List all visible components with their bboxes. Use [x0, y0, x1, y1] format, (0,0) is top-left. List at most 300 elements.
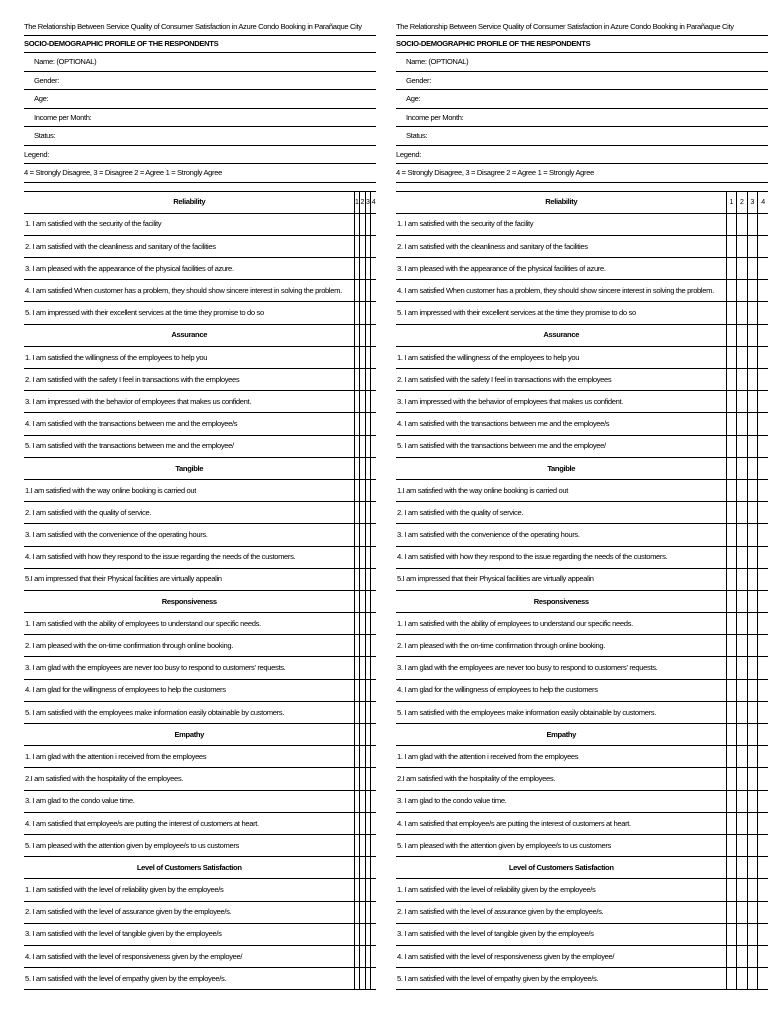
- rating-checkbox[interactable]: [371, 479, 377, 501]
- rating-checkbox[interactable]: [747, 635, 758, 657]
- rating-checkbox[interactable]: [371, 746, 377, 768]
- question-row: [24, 479, 376, 501]
- rating-checkbox[interactable]: [747, 945, 758, 967]
- question-row: [24, 812, 376, 834]
- question-text: 4. I am satisfied that employee/s are putting the interest of customers at heart.: [24, 812, 354, 834]
- survey-form-right: [396, 18, 768, 990]
- question-row: [24, 413, 376, 435]
- rating-checkbox[interactable]: [758, 346, 768, 368]
- rating-checkbox[interactable]: [371, 701, 377, 723]
- rating-checkbox[interactable]: [371, 435, 377, 457]
- rating-checkbox[interactable]: [371, 546, 377, 568]
- section-heading: Responsiveness: [24, 590, 354, 612]
- rating-checkbox[interactable]: [747, 968, 758, 990]
- rating-checkbox[interactable]: [758, 746, 768, 768]
- question-row: [396, 679, 768, 701]
- question-text: 1. I am satisfied with the level of reliability given by the employee/s: [396, 879, 726, 901]
- question-row: [24, 945, 376, 967]
- rating-checkbox[interactable]: [371, 502, 377, 524]
- rating-checkbox[interactable]: [747, 701, 758, 723]
- question-text: 3. I am glad to the condo value time.: [396, 790, 726, 812]
- question-text: 3. I am pleased with the appearance of the physical facilities of azure.: [396, 258, 726, 280]
- question-row: [24, 213, 376, 235]
- question-text: 2. I am satisfied with the safety I feel in transactions with the employees: [396, 369, 726, 391]
- rating-checkbox[interactable]: [758, 901, 768, 923]
- question-row: [396, 235, 768, 257]
- question-row: [396, 280, 768, 302]
- rating-checkbox[interactable]: [747, 746, 758, 768]
- rating-checkbox[interactable]: [371, 413, 377, 435]
- profile-field[interactable]: Gender:: [396, 72, 768, 91]
- scale-cell: [747, 857, 758, 879]
- question-row: [24, 235, 376, 257]
- question-row: [396, 790, 768, 812]
- rating-checkbox[interactable]: [747, 258, 758, 280]
- rating-checkbox[interactable]: [737, 613, 748, 635]
- rating-checkbox[interactable]: [371, 879, 377, 901]
- rating-checkbox[interactable]: [758, 679, 768, 701]
- rating-table: [24, 191, 376, 991]
- rating-checkbox[interactable]: [747, 657, 758, 679]
- scale-label: 1: [354, 191, 360, 213]
- rating-checkbox[interactable]: [371, 945, 377, 967]
- rating-checkbox[interactable]: [747, 879, 758, 901]
- rating-checkbox[interactable]: [737, 546, 748, 568]
- rating-checkbox[interactable]: [726, 790, 737, 812]
- scale-cell: [747, 457, 758, 479]
- question-row: [396, 369, 768, 391]
- question-text: 3. I am satisfied with the level of tangible given by the employee/s: [24, 923, 354, 945]
- rating-checkbox[interactable]: [726, 768, 737, 790]
- question-text: 4. I am glad for the willingness of employees to help the customers: [396, 679, 726, 701]
- form-title: The Relationship Between Service Quality of Consumer Satisfaction in Azure Condo Booking in Parañaque City: [24, 18, 376, 36]
- question-row: [396, 479, 768, 501]
- rating-checkbox[interactable]: [737, 635, 748, 657]
- rating-checkbox[interactable]: [371, 302, 377, 324]
- question-text: 4. I am glad for the willingness of employees to help the customers: [24, 679, 354, 701]
- question-text: 4. I am satisfied When customer has a problem, they should show sincere interest in solving the problem.: [396, 280, 726, 302]
- section-header-row: [396, 590, 768, 612]
- question-row: [24, 524, 376, 546]
- rating-checkbox[interactable]: [737, 879, 748, 901]
- question-text: 4. I am satisfied with the level of responsiveness given by the employee/: [396, 945, 726, 967]
- rating-checkbox[interactable]: [737, 568, 748, 590]
- rating-checkbox[interactable]: [737, 280, 748, 302]
- scale-cell: [726, 857, 737, 879]
- rating-checkbox[interactable]: [758, 391, 768, 413]
- rating-checkbox[interactable]: [726, 701, 737, 723]
- rating-checkbox[interactable]: [758, 879, 768, 901]
- rating-checkbox[interactable]: [758, 812, 768, 834]
- question-row: [24, 613, 376, 635]
- rating-checkbox[interactable]: [737, 524, 748, 546]
- rating-checkbox[interactable]: [726, 524, 737, 546]
- rating-checkbox[interactable]: [726, 901, 737, 923]
- rating-checkbox[interactable]: [371, 369, 377, 391]
- rating-checkbox[interactable]: [747, 790, 758, 812]
- question-row: [24, 502, 376, 524]
- rating-checkbox[interactable]: [747, 369, 758, 391]
- spacer: [24, 183, 376, 191]
- question-text: 1. I am satisfied with the ability of employees to understand our specific needs.: [396, 613, 726, 635]
- scale-cell: [737, 457, 748, 479]
- question-row: [396, 258, 768, 280]
- question-row: [24, 923, 376, 945]
- section-heading: Empathy: [396, 724, 726, 746]
- question-row: [396, 812, 768, 834]
- profile-field[interactable]: Status:: [24, 127, 376, 146]
- rating-checkbox[interactable]: [747, 568, 758, 590]
- question-text: 2. I am satisfied with the quality of service.: [24, 502, 354, 524]
- rating-checkbox[interactable]: [758, 369, 768, 391]
- question-text: 3. I am glad to the condo value time.: [24, 790, 354, 812]
- rating-checkbox[interactable]: [371, 613, 377, 635]
- rating-checkbox[interactable]: [758, 613, 768, 635]
- question-text: 1.I am satisfied with the way online booking is carried out: [24, 479, 354, 501]
- question-text: 5. I am satisfied with the employees make information easily obtainable by customers.: [24, 701, 354, 723]
- question-text: 1. I am satisfied with the security of the facility: [24, 213, 354, 235]
- rating-checkbox[interactable]: [371, 790, 377, 812]
- section-heading: Assurance: [24, 324, 354, 346]
- question-row: [24, 568, 376, 590]
- rating-checkbox[interactable]: [747, 901, 758, 923]
- section-heading: Reliability: [396, 191, 726, 213]
- scale-cell: [726, 457, 737, 479]
- rating-checkbox[interactable]: [737, 790, 748, 812]
- question-row: [24, 701, 376, 723]
- rating-checkbox[interactable]: [747, 346, 758, 368]
- question-row: [396, 834, 768, 856]
- profile-field[interactable]: Income per Month:: [24, 109, 376, 128]
- rating-checkbox[interactable]: [737, 258, 748, 280]
- rating-checkbox[interactable]: [747, 413, 758, 435]
- rating-checkbox[interactable]: [371, 679, 377, 701]
- question-text: 1. I am satisfied with the security of the facility: [396, 213, 726, 235]
- scale-cell: [737, 590, 748, 612]
- question-row: [396, 945, 768, 967]
- rating-checkbox[interactable]: [747, 923, 758, 945]
- rating-checkbox[interactable]: [371, 923, 377, 945]
- question-text: 2. I am satisfied with the quality of service.: [396, 502, 726, 524]
- section-heading: Assurance: [396, 324, 726, 346]
- scale-cell: [758, 857, 768, 879]
- question-text: 2. I am satisfied with the cleanliness and sanitary of the facilities: [396, 235, 726, 257]
- question-row: [396, 879, 768, 901]
- profile-field[interactable]: Name: (OPTIONAL): [24, 53, 376, 72]
- rating-checkbox[interactable]: [737, 413, 748, 435]
- question-text: 4. I am satisfied with the level of responsiveness given by the employee/: [24, 945, 354, 967]
- rating-checkbox[interactable]: [371, 524, 377, 546]
- rating-checkbox[interactable]: [758, 768, 768, 790]
- question-row: [24, 635, 376, 657]
- rating-checkbox[interactable]: [758, 302, 768, 324]
- question-text: 5. I am satisfied with the level of empathy given by the employee/s.: [396, 968, 726, 990]
- question-text: 4. I am satisfied with how they respond to the issue regarding the needs of the customers.: [24, 546, 354, 568]
- section-header-row: [24, 324, 376, 346]
- rating-checkbox[interactable]: [758, 280, 768, 302]
- section-header-row: [396, 457, 768, 479]
- rating-checkbox[interactable]: [737, 479, 748, 501]
- scale-label: 2: [737, 191, 748, 213]
- rating-checkbox[interactable]: [726, 746, 737, 768]
- rating-checkbox[interactable]: [726, 435, 737, 457]
- rating-checkbox[interactable]: [758, 213, 768, 235]
- rating-checkbox[interactable]: [726, 502, 737, 524]
- scale-cell: [758, 457, 768, 479]
- rating-checkbox[interactable]: [737, 923, 748, 945]
- rating-checkbox[interactable]: [737, 901, 748, 923]
- rating-checkbox[interactable]: [737, 235, 748, 257]
- question-row: [24, 679, 376, 701]
- rating-checkbox[interactable]: [758, 258, 768, 280]
- question-text: 2.I am satisfied with the hospitality of the employees.: [24, 768, 354, 790]
- rating-checkbox[interactable]: [747, 213, 758, 235]
- rating-checkbox[interactable]: [758, 968, 768, 990]
- rating-checkbox[interactable]: [737, 435, 748, 457]
- rating-checkbox[interactable]: [371, 812, 377, 834]
- question-row: [396, 435, 768, 457]
- rating-checkbox[interactable]: [758, 435, 768, 457]
- question-text: 5. I am impressed with their excellent services at the time they promise to do so: [24, 302, 354, 324]
- scale-cell: [747, 724, 758, 746]
- question-text: 1.I am satisfied with the way online booking is carried out: [396, 479, 726, 501]
- rating-checkbox[interactable]: [371, 635, 377, 657]
- section-header-row: [396, 724, 768, 746]
- rating-checkbox[interactable]: [371, 834, 377, 856]
- question-text: 3. I am satisfied with the level of tangible given by the employee/s: [396, 923, 726, 945]
- rating-checkbox[interactable]: [726, 258, 737, 280]
- rating-checkbox[interactable]: [726, 879, 737, 901]
- rating-checkbox[interactable]: [726, 568, 737, 590]
- question-row: [24, 768, 376, 790]
- question-row: [24, 435, 376, 457]
- question-row: [24, 790, 376, 812]
- rating-checkbox[interactable]: [747, 546, 758, 568]
- question-row: [396, 701, 768, 723]
- rating-checkbox[interactable]: [371, 568, 377, 590]
- scale-label: 4: [758, 191, 768, 213]
- rating-checkbox[interactable]: [747, 679, 758, 701]
- rating-checkbox[interactable]: [758, 657, 768, 679]
- scale-label: 3: [365, 191, 371, 213]
- rating-checkbox[interactable]: [747, 502, 758, 524]
- question-text: 1. I am satisfied with the ability of employees to understand our specific needs.: [24, 613, 354, 635]
- question-row: [396, 213, 768, 235]
- rating-checkbox[interactable]: [726, 369, 737, 391]
- rating-checkbox[interactable]: [758, 834, 768, 856]
- question-text: 1. I am glad with the attention i received from the employees: [24, 746, 354, 768]
- rating-checkbox[interactable]: [737, 768, 748, 790]
- scale-cell: [747, 324, 758, 346]
- rating-checkbox[interactable]: [371, 213, 377, 235]
- section-header-row: [24, 857, 376, 879]
- rating-checkbox[interactable]: [747, 302, 758, 324]
- rating-checkbox[interactable]: [726, 679, 737, 701]
- rating-checkbox[interactable]: [726, 413, 737, 435]
- profile-field[interactable]: Gender:: [24, 72, 376, 91]
- section-heading: Tangible: [396, 457, 726, 479]
- question-row: [24, 258, 376, 280]
- rating-checkbox[interactable]: [758, 479, 768, 501]
- scale-cell: [371, 457, 377, 479]
- section-header-row: [24, 457, 376, 479]
- question-text: 5. I am pleased with the attention given by employee/s to us customers: [24, 834, 354, 856]
- section-header-row: [396, 324, 768, 346]
- question-text: 2.I am satisfied with the hospitality of the employees.: [396, 768, 726, 790]
- rating-checkbox[interactable]: [726, 346, 737, 368]
- rating-checkbox[interactable]: [758, 790, 768, 812]
- rating-checkbox[interactable]: [737, 701, 748, 723]
- rating-checkbox[interactable]: [726, 834, 737, 856]
- scale-label: 3: [747, 191, 758, 213]
- rating-checkbox[interactable]: [726, 280, 737, 302]
- profile-field[interactable]: Age:: [24, 90, 376, 109]
- question-row: [24, 302, 376, 324]
- rating-checkbox[interactable]: [758, 546, 768, 568]
- section-heading: Responsiveness: [396, 590, 726, 612]
- question-row: [396, 391, 768, 413]
- rating-checkbox[interactable]: [747, 768, 758, 790]
- rating-checkbox[interactable]: [726, 968, 737, 990]
- rating-checkbox[interactable]: [726, 657, 737, 679]
- section-header-row: [396, 857, 768, 879]
- question-text: 3. I am satisfied with the convenience of the operating hours.: [396, 524, 726, 546]
- rating-checkbox[interactable]: [747, 524, 758, 546]
- rating-checkbox[interactable]: [726, 923, 737, 945]
- rating-checkbox[interactable]: [726, 812, 737, 834]
- question-row: [396, 524, 768, 546]
- question-row: [396, 657, 768, 679]
- rating-checkbox[interactable]: [371, 235, 377, 257]
- question-text: 3. I am satisfied with the convenience of the operating hours.: [24, 524, 354, 546]
- rating-checkbox[interactable]: [758, 701, 768, 723]
- rating-checkbox[interactable]: [726, 302, 737, 324]
- rating-checkbox[interactable]: [758, 945, 768, 967]
- rating-checkbox[interactable]: [737, 812, 748, 834]
- question-text: 5. I am satisfied with the level of empathy given by the employee/s.: [24, 968, 354, 990]
- rating-checkbox[interactable]: [747, 812, 758, 834]
- rating-checkbox[interactable]: [371, 280, 377, 302]
- question-text: 4. I am satisfied When customer has a problem, they should show sincere interest in solving the problem.: [24, 280, 354, 302]
- rating-checkbox[interactable]: [758, 235, 768, 257]
- question-text: 2. I am pleased with the on-time confirmation through online booking.: [24, 635, 354, 657]
- rating-checkbox[interactable]: [371, 258, 377, 280]
- question-row: [396, 746, 768, 768]
- rating-checkbox[interactable]: [726, 235, 737, 257]
- section-heading: Empathy: [24, 724, 354, 746]
- rating-checkbox[interactable]: [737, 746, 748, 768]
- rating-checkbox[interactable]: [371, 768, 377, 790]
- rating-checkbox[interactable]: [371, 346, 377, 368]
- profile-heading: SOCIO-DEMOGRAPHIC PROFILE OF THE RESPONDENTS: [396, 36, 768, 53]
- rating-table: [396, 191, 768, 991]
- rating-checkbox[interactable]: [758, 413, 768, 435]
- profile-field[interactable]: Income per Month:: [396, 109, 768, 128]
- scale-cell: [758, 724, 768, 746]
- rating-checkbox[interactable]: [726, 546, 737, 568]
- rating-checkbox[interactable]: [726, 479, 737, 501]
- scale-cell: [371, 857, 377, 879]
- profile-field[interactable]: Status:: [396, 127, 768, 146]
- rating-checkbox[interactable]: [726, 391, 737, 413]
- rating-checkbox[interactable]: [371, 391, 377, 413]
- question-text: 2. I am pleased with the on-time confirmation through online booking.: [396, 635, 726, 657]
- scale-cell: [758, 590, 768, 612]
- scale-label: 1: [726, 191, 737, 213]
- rating-checkbox[interactable]: [758, 502, 768, 524]
- rating-checkbox[interactable]: [737, 679, 748, 701]
- legend-text: 4 = Strongly Disagree, 3 = Disagree 2 = Agree 1 = Strongly Agree: [396, 164, 768, 183]
- rating-checkbox[interactable]: [747, 834, 758, 856]
- rating-checkbox[interactable]: [726, 945, 737, 967]
- rating-checkbox[interactable]: [737, 657, 748, 679]
- rating-checkbox[interactable]: [737, 391, 748, 413]
- rating-checkbox[interactable]: [747, 435, 758, 457]
- scale-label: 4: [371, 191, 377, 213]
- rating-checkbox[interactable]: [737, 213, 748, 235]
- question-text: 2. I am satisfied with the cleanliness and sanitary of the facilities: [24, 235, 354, 257]
- section-header-row: [24, 191, 376, 213]
- scale-cell: [371, 724, 377, 746]
- rating-checkbox[interactable]: [371, 657, 377, 679]
- rating-checkbox[interactable]: [737, 834, 748, 856]
- question-text: 3. I am impressed with the behavior of employees that makes us confident.: [396, 391, 726, 413]
- rating-checkbox[interactable]: [747, 235, 758, 257]
- scale-cell: [726, 724, 737, 746]
- rating-checkbox[interactable]: [758, 923, 768, 945]
- question-text: 2. I am satisfied with the level of assurance given by the employee/s.: [396, 901, 726, 923]
- rating-checkbox[interactable]: [747, 391, 758, 413]
- question-text: 5.I am impressed that their Physical facilities are virtually appealin: [396, 568, 726, 590]
- rating-checkbox[interactable]: [747, 280, 758, 302]
- question-text: 4. I am satisfied that employee/s are putting the interest of customers at heart.: [396, 812, 726, 834]
- question-row: [24, 746, 376, 768]
- rating-checkbox[interactable]: [758, 524, 768, 546]
- question-row: [396, 568, 768, 590]
- question-row: [396, 413, 768, 435]
- spacer: [396, 183, 768, 191]
- rating-checkbox[interactable]: [737, 369, 748, 391]
- rating-checkbox[interactable]: [737, 502, 748, 524]
- question-text: 3. I am impressed with the behavior of employees that makes us confident.: [24, 391, 354, 413]
- rating-checkbox[interactable]: [726, 613, 737, 635]
- section-header-row: [24, 590, 376, 612]
- rating-checkbox[interactable]: [737, 302, 748, 324]
- question-row: [396, 923, 768, 945]
- section-heading: Tangible: [24, 457, 354, 479]
- rating-checkbox[interactable]: [758, 635, 768, 657]
- rating-checkbox[interactable]: [758, 568, 768, 590]
- profile-field[interactable]: Age:: [396, 90, 768, 109]
- rating-checkbox[interactable]: [726, 635, 737, 657]
- question-row: [396, 968, 768, 990]
- scale-cell: [737, 857, 748, 879]
- question-text: 3. I am glad with the employees are never too busy to respond to customers' requests.: [396, 657, 726, 679]
- scale-cell: [758, 324, 768, 346]
- question-text: 1. I am glad with the attention i received from the employees: [396, 746, 726, 768]
- rating-checkbox[interactable]: [737, 346, 748, 368]
- rating-checkbox[interactable]: [371, 901, 377, 923]
- question-text: 2. I am satisfied with the level of assurance given by the employee/s.: [24, 901, 354, 923]
- rating-checkbox[interactable]: [747, 479, 758, 501]
- rating-checkbox[interactable]: [737, 968, 748, 990]
- rating-checkbox[interactable]: [726, 213, 737, 235]
- profile-field[interactable]: Name: (OPTIONAL): [396, 53, 768, 72]
- question-text: 5. I am satisfied with the employees make information easily obtainable by customers.: [396, 701, 726, 723]
- rating-checkbox[interactable]: [371, 968, 377, 990]
- rating-checkbox[interactable]: [747, 613, 758, 635]
- rating-checkbox[interactable]: [737, 945, 748, 967]
